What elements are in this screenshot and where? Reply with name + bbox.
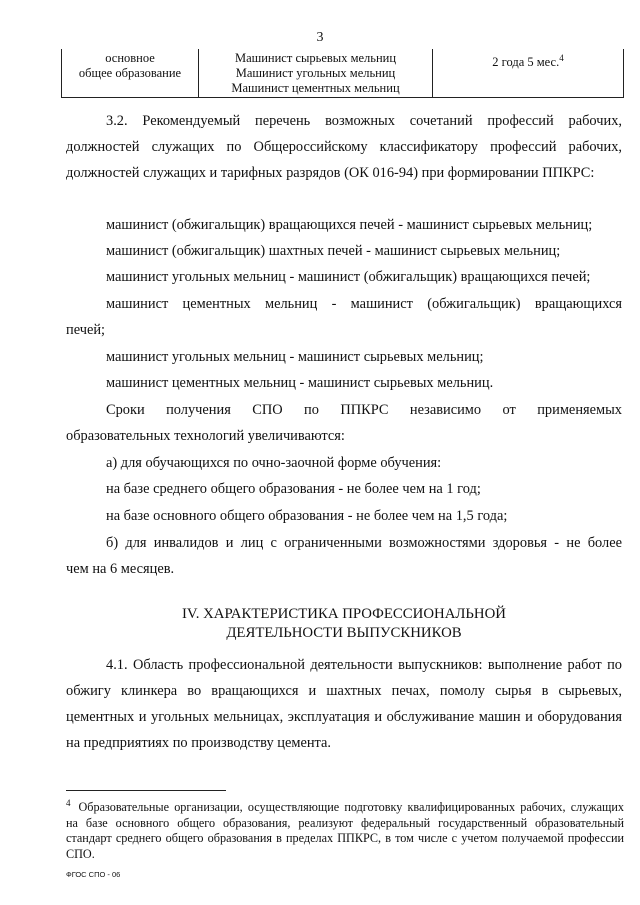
table-cell-education-level: основное общее образование [62, 49, 199, 98]
terms-item-a2: на базе основного общего образования - не более чем на 1,5 года; [106, 508, 508, 524]
footer-code: ФГОС СПО - 06 [66, 870, 121, 879]
combination-item: машинист угольных мельниц - машинист сырьевых мельниц; [106, 349, 484, 365]
combination-item: машинист угольных мельниц - машинист (обжигальщик) вращающихся печей; [106, 269, 591, 285]
table-cell-duration: 2 года 5 мес.$^4$ [433, 49, 624, 98]
terms-paragraph: Сроки получения СПО по ППКРС независимо от применяемых [106, 402, 622, 418]
paragraph-4-1: 4.1. Область профессиональной деятельности выпускников: выполнение работ по обжигу клинкера во вращающихся и шахтных печах, помолу сырья в сырьевых, цементных и угольных мельницах, эксплуатация и обслуживание машин и оборудования на предприятиях по производству цемента. [66, 657, 622, 751]
terms-item-a1: на базе среднего общего образования - не более чем на 1 год; [106, 481, 481, 497]
section-heading: IV. ХАРАКТЕРИСТИКА ПРОФЕССИОНАЛЬНОЙ ДЕЯТЕЛЬНОСТИ ВЫПУСКНИКОВ [182, 606, 506, 641]
terms-item-b: б) для инвалидов и лиц с ограниченными возможностями здоровья - не более [106, 535, 622, 551]
combination-item-continued: печей; [66, 322, 106, 338]
terms-paragraph-continued: образовательных технологий увеличиваются: [66, 428, 345, 444]
table-row [62, 49, 624, 98]
terms-item-b-continued: чем на 6 месяцев. [66, 561, 175, 577]
table-cell-professions: Машинист сырьевых мельниц Машинист угольных мельниц Машинист цементных мельниц [199, 49, 433, 98]
footnote-number: 4 [66, 798, 71, 808]
footnote-text: Образовательные организации, осуществляющие подготовку квалифицированных рабочих, служащих на базе основного общего образования, реализуют федеральный государственный образовательный стандарт среднего общего образования в пределах ППКРС, в том числе с учетом получаемой профессии СПО. [66, 800, 624, 861]
paragraph-3-2: 3.2. Рекомендуемый перечень возможных сочетаний профессий рабочих, должностей служащих по Общероссийскому классификатору профессий рабочих, должностей служащих и тарифных разрядов (ОК 016-94) при формировании ППКРС: [66, 113, 622, 181]
footnote [66, 796, 624, 862]
combination-item: машинист (обжигальщик) шахтных печей - машинист сырьевых мельниц; [106, 243, 561, 259]
combination-item: машинист (обжигальщик) вращающихся печей - машинист сырьевых мельниц; [106, 217, 593, 233]
page-number: 3 [316, 30, 324, 45]
footnote-divider [66, 790, 226, 791]
terms-item-a: а) для обучающихся по очно-заочной форме обучения: [106, 455, 442, 471]
education-table [61, 49, 624, 98]
footnote-ref[interactable]: 4 [559, 53, 564, 63]
combination-item: машинист цементных мельниц - машинист сырьевых мельниц. [106, 375, 494, 391]
combination-item: машинист цементных мельниц - машинист (обжигальщик) вращающихся [106, 296, 622, 312]
